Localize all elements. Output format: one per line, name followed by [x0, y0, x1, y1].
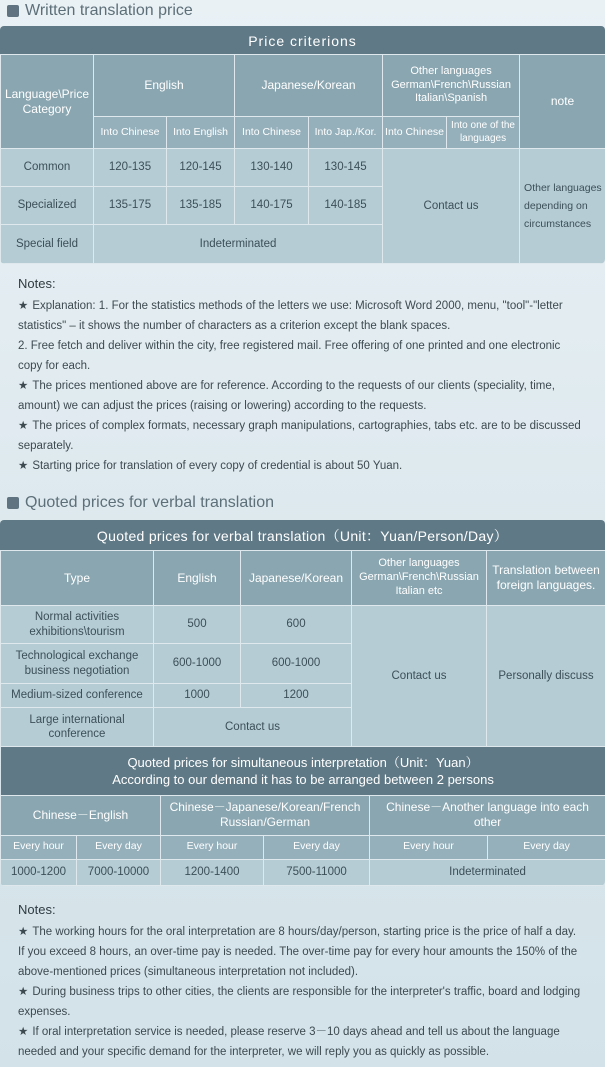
header-japanese-korean: Japanese/Korean	[235, 55, 383, 117]
subheader-every-day: Every day	[488, 835, 605, 859]
price-cell: 120-145	[167, 149, 235, 187]
subheader-other-into-one: Into one of the languages	[447, 117, 520, 149]
header-english: English	[94, 55, 235, 117]
verbal-price-table	[0, 550, 605, 747]
written-price-banner: Price criterions	[0, 26, 605, 54]
contact-us-cell: Contact us	[383, 149, 520, 264]
simultaneous-banner-line1: Quoted prices for simultaneous interpretation（Unit：Yuan）	[127, 754, 479, 770]
price-cell: 120-135	[94, 149, 167, 187]
verbal-section-title: Quoted prices for verbal translation	[25, 494, 275, 511]
square-bullet-icon	[7, 5, 19, 17]
group-chinese-english: Chinese－English	[1, 795, 161, 835]
table-row	[1, 606, 605, 644]
header-between-foreign: Translation between foreign languages.	[487, 551, 605, 606]
contact-us-cell: Contact us	[154, 708, 352, 747]
written-notes	[0, 264, 605, 492]
row-label: Large international conference	[1, 708, 154, 747]
star-icon: ★	[18, 380, 29, 392]
price-cell: 600	[241, 606, 352, 644]
note-line: ★ During business trips to other cities, the clients are responsible for the interpreter's traffic, board and lodging expenses.	[18, 985, 581, 1018]
notes-title: Notes:	[18, 901, 56, 917]
note-line: ★ Explanation: 1. For the statistics methods of the letters we use: Microsoft Word 2000, menu, "tool"-"letter statistics" – it shows the number of characters as a criterion except the blank spaces.	[18, 300, 563, 332]
subheader-every-hour: Every hour	[161, 835, 264, 859]
verbal-notes	[0, 886, 605, 1062]
header-language-category: Language\Price Category	[1, 55, 94, 149]
simultaneous-banner-line2: According to our demand it has to be arranged between 2 persons	[112, 771, 494, 787]
subheader-jk-into-jk: Into Jap./Kor.	[309, 117, 383, 149]
row-label: Technological exchange business negotiation	[1, 644, 154, 684]
notes-title: Notes:	[18, 276, 56, 291]
personally-discuss-cell: Personally discuss	[487, 606, 605, 747]
price-cell: 1000-1200	[1, 859, 77, 885]
subheader-every-day: Every day	[264, 835, 370, 859]
price-cell: 130-145	[309, 149, 383, 187]
price-cell: 130-140	[235, 149, 309, 187]
header-japanese-korean: Japanese/Korean	[241, 551, 352, 606]
subheader-jk-into-chinese: Into Chinese	[235, 117, 309, 149]
price-cell: 1200	[241, 684, 352, 708]
price-cell: 135-185	[167, 187, 235, 225]
written-section-heading	[0, 0, 605, 22]
header-other-languages: Other languages German\French\Russian Italian etc	[352, 551, 487, 606]
header-other-languages: Other languages German\French\Russian Italian\Spanish	[383, 55, 520, 117]
subheader-other-into-chinese: Into Chinese	[383, 117, 447, 149]
table-row	[1, 859, 605, 885]
row-label: Medium-sized conference	[1, 684, 154, 708]
contact-us-cell: Contact us	[352, 606, 487, 747]
note-line: 2. Free fetch and deliver within the city, free registered mail. Free offering of one printed and one electronic copy for each.	[18, 340, 561, 372]
group-chinese-another: Chinese－Another language into each other	[370, 795, 605, 835]
price-cell: 500	[154, 606, 241, 644]
simultaneous-banner	[1, 747, 605, 795]
star-icon: ★	[18, 420, 29, 432]
row-label-specialized: Specialized	[1, 187, 94, 225]
note-line: ★ The prices of complex formats, necessary graph manipulations, cartographies, tabs etc. are to be discussed separately.	[18, 420, 581, 452]
star-icon: ★	[18, 300, 29, 312]
indeterminated-cell: Indeterminated	[370, 859, 605, 885]
subheader-en-into-english: Into English	[167, 117, 235, 149]
simultaneous-price-table	[0, 747, 605, 886]
verbal-price-banner: Quoted prices for verbal translation（Unit：Yuan/Person/Day）	[0, 520, 605, 550]
row-label-special-field: Special field	[1, 225, 94, 264]
row-label-common: Common	[1, 149, 94, 187]
header-note: note	[520, 55, 605, 149]
subheader-every-hour: Every hour	[370, 835, 488, 859]
price-cell: 7000-10000	[77, 859, 161, 885]
square-bullet-icon	[7, 497, 19, 509]
price-cell: 7500-11000	[264, 859, 370, 885]
subheader-every-day: Every day	[77, 835, 161, 859]
star-icon: ★	[18, 925, 29, 938]
price-cell: 600-1000	[241, 644, 352, 684]
price-cell: 1000	[154, 684, 241, 708]
note-line: ★ The working hours for the oral interpretation are 8 hours/day/person, starting price is the price of half a day. If you exceed 8 hours, an over-time pay is needed. The over-time pay for every hour amounts the 150% of the above-mentioned prices (simultaneous interpretation not included).	[18, 925, 578, 978]
indeterminated-cell: Indeterminated	[94, 225, 383, 264]
header-type: Type	[1, 551, 154, 606]
price-cell: 1200-1400	[161, 859, 264, 885]
note-line: ★ If oral interpretation service is needed, please reserve 3－10 days ahead and tell us about the language needed and your specific demand for the interpreter, we will reply you as quickly as possible.	[18, 1025, 560, 1058]
written-section-title: Written translation price	[25, 2, 193, 19]
written-price-table	[0, 54, 605, 264]
star-icon: ★	[18, 1025, 29, 1038]
table-row	[1, 149, 605, 187]
note-line: ★ The prices mentioned above are for reference. According to the requests of our clients (speciality, time, amount) we can adjust the prices (raising or lowering) according to the requests.	[18, 380, 555, 412]
price-cell: 140-185	[309, 187, 383, 225]
row-label: Normal activities exhibitions\tourism	[1, 606, 154, 644]
verbal-section-heading	[0, 492, 605, 514]
note-cell: Other languages depending on circumstances	[520, 149, 605, 264]
header-english: English	[154, 551, 241, 606]
price-cell: 140-175	[235, 187, 309, 225]
price-cell: 600-1000	[154, 644, 241, 684]
star-icon: ★	[18, 460, 29, 472]
note-line: ★ Starting price for translation of every copy of credential is about 50 Yuan.	[18, 460, 403, 472]
subheader-en-into-chinese: Into Chinese	[94, 117, 167, 149]
group-chinese-japanese: Chinese－Japanese/Korean/French Russian/German	[161, 795, 370, 835]
star-icon: ★	[18, 985, 29, 998]
subheader-every-hour: Every hour	[1, 835, 77, 859]
price-cell: 135-175	[94, 187, 167, 225]
